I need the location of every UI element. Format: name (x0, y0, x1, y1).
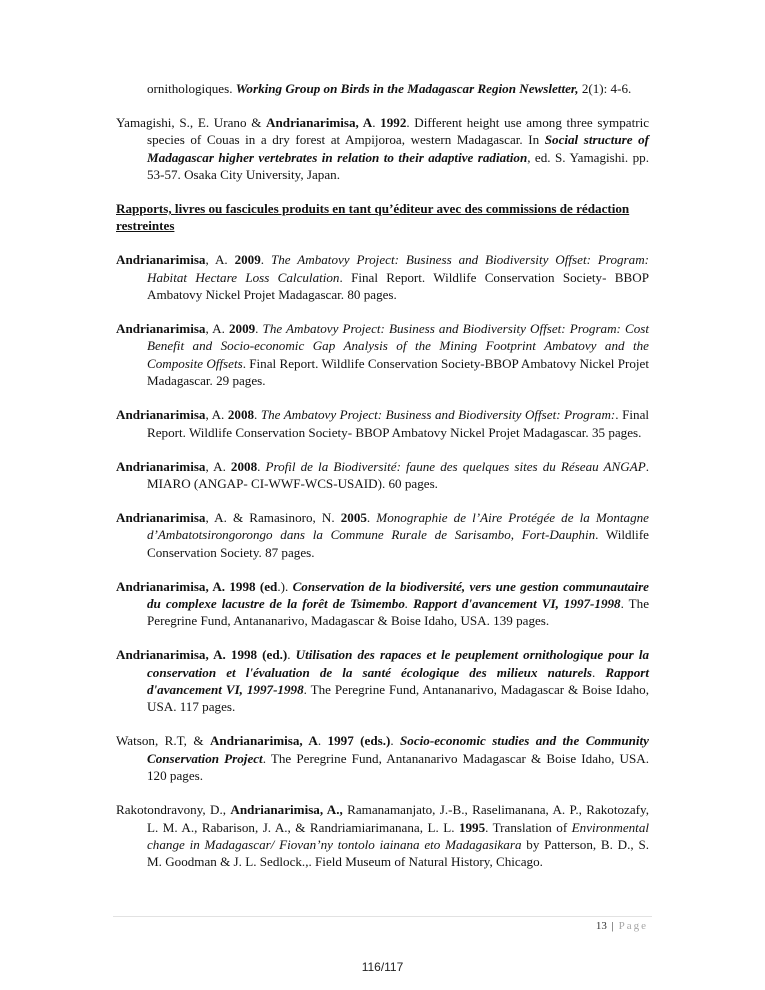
reference-text: . (257, 458, 266, 474)
reference-text: 1995 (458, 819, 486, 835)
reference-text: Andrianarimisa (116, 509, 206, 525)
reference-text: . Wildlife Conservation Society. 87 pages. (147, 527, 649, 560)
reference-text: Andrianarimisa (116, 252, 206, 268)
reference-text: , ed. S. Yamagishi. pp. 53-57. Osaka City University, Japan. (147, 149, 649, 183)
reference-text: .). (277, 578, 293, 594)
reference-text: Andrianarimisa (116, 458, 206, 474)
reference-text: Andrianarimisa, A., (230, 802, 343, 818)
reference-list (116, 251, 649, 870)
reference-text: . (255, 321, 263, 337)
reference-text: Andrianarimisa (116, 407, 206, 423)
page-label: Page (618, 920, 648, 932)
reference-text: , A. (205, 407, 228, 423)
reference-text: Andrianarimisa, A (266, 114, 373, 130)
reference-text: . (287, 647, 296, 663)
reference-entry (116, 509, 649, 561)
reference-text: Conservation de la biodiversité, vers une gestion communautaire du complexe lacustre de la forêt de Tsimembo (147, 578, 649, 611)
reference-entry (116, 251, 649, 303)
reference-text: Environmental change in Madagascar/ Fiovan’ny tontolo iainana eto Madagasikara (147, 819, 650, 852)
reference-text: , A. (205, 458, 231, 474)
reference-entry (116, 578, 649, 630)
reference-text: 2008 (230, 458, 258, 474)
page-separator: | (611, 920, 614, 932)
viewer-page-counter: 116/117 (361, 960, 404, 974)
reference-text: 2008 (227, 407, 255, 423)
reference-text: 1992 (380, 114, 407, 130)
reference-text: Rapport d'avancement VI, 1997-1998 (413, 595, 621, 611)
reference-text: Andrianarimisa, A. 1998 (ed (116, 578, 278, 594)
reference-text: ornithologiques. (147, 81, 236, 96)
reference-text: Ramanamanjato, J.-B., Raselimanana, A. P., Rakotozafy, L. M. A., Rabarison, J. A., & Randriamiarimanana, L. L. (147, 802, 649, 835)
reference-text: 2009 (234, 252, 261, 268)
reference-text: . (372, 114, 381, 130)
reference-text: . (390, 733, 401, 749)
reference-text: , A. & Ramasinoro, N. (205, 509, 341, 525)
reference-text: Rapport d'avancement VI, 1997-1998 (147, 664, 650, 698)
reference-text: . Final Report. Wildlife Conservation Society- BBOP Ambatovy Nickel Projet Madagascar. 80 pages. (147, 269, 649, 303)
reference-text: 2005 (340, 509, 367, 525)
reference-entry (116, 114, 649, 184)
reference-text: Monographie de l’Aire Protégée de la Montagne d’Ambatotsirongorongo dans la Commune Rurale de Sarisambo, Fort-Dauphin (147, 509, 649, 543)
reference-text: , A. (205, 252, 235, 268)
reference-text: . (404, 595, 414, 611)
reference-text: . Final Report. Wildlife Conservation Society- BBOP Ambatovy Nickel Projet Madagascar. 35 pages. (147, 407, 650, 440)
reference-text: Working Group on Birds in the Madagascar Region Newsletter, (235, 81, 579, 96)
reference-text: 2009 (228, 321, 256, 337)
reference-text: Andrianarimisa, A (209, 733, 318, 749)
section-heading: Rapports, livres ou fascicules produits en tant qu’éditeur avec des commissions de rédaction restreintes (116, 201, 630, 234)
reference-entry-continuation (116, 80, 649, 97)
reference-entry (116, 732, 649, 784)
reference-text: The Ambatovy Project: Business and Biodiversity Offset: Program: Cost Benefit and Socio-economic Gap Analysis of the Mining Footprint Ambatovy and the Composite Offsets (147, 321, 650, 371)
reference-text: Utilisation des rapaces et le peuplement ornithologique pour la conservation et l'évaluation de la santé écologique des milieux naturels (147, 647, 650, 680)
reference-text: . Different height use among three sympatric species of Couas in a dry forest at Ampijoroa, western Madagascar. In (147, 114, 650, 148)
reference-entry (116, 320, 649, 390)
reference-entry (116, 406, 649, 441)
page-footer (596, 920, 648, 932)
reference-text: 1997 (eds.) (327, 733, 391, 749)
reference-text: . Translation of (485, 819, 572, 835)
reference-text: Rakotondravony, D., (116, 802, 231, 818)
reference-text: Yamagishi, S., E. Urano & (116, 114, 267, 130)
reference-text: 2(1): 4-6. (578, 81, 632, 96)
reference-text: Social structure of Madagascar higher vertebrates in relation to their adaptive radiation (147, 132, 649, 165)
reference-entry (116, 801, 649, 871)
reference-text: . (254, 407, 261, 423)
document-body (116, 80, 649, 887)
reference-text: . The Peregrine Fund, Antananarivo, Madagascar & Boise Idaho, USA. 117 pages. (147, 682, 650, 715)
reference-text: , A. (205, 321, 229, 337)
reference-text: The Ambatovy Project: Business and Biodiversity Offset: Program: (260, 407, 616, 423)
reference-text: The Ambatovy Project: Business and Biodiversity Offset: Program: Habitat Hectare Loss Calculation (147, 252, 650, 285)
reference-text: . The Peregrine Fund, Antananarivo, Madagascar & Boise Idaho, USA. 139 pages. (147, 595, 650, 629)
reference-text: . The Peregrine Fund, Antananarivo Madagascar & Boise Idaho, USA. 120 pages. (147, 750, 649, 784)
page-number: 13 (595, 920, 607, 932)
reference-text: Andrianarimisa (116, 321, 206, 337)
reference-entry (116, 646, 649, 716)
reference-text: . (366, 509, 377, 525)
footer-divider (113, 916, 652, 917)
reference-text: . (260, 252, 271, 268)
reference-text: . (317, 733, 328, 749)
reference-text: by Patterson, B. D., S. M. Goodman & J. L. Sedlock.,. Field Museum of Natural History, Chicago. (147, 836, 650, 870)
reference-list-top (116, 80, 649, 184)
reference-entry (116, 458, 649, 493)
reference-text: Andrianarimisa, A. 1998 (ed.) (116, 647, 288, 663)
reference-text: . Final Report. Wildlife Conservation Society-BBOP Ambatovy Nickel Projet Madagascar. 29 pages. (147, 355, 649, 389)
reference-text: Profil de la Biodiversité: faune des quelques sites du Réseau ANGAP (265, 458, 646, 474)
reference-text: Socio-economic studies and the Community Conservation Project (147, 733, 649, 766)
reference-text: Watson, R.T, & (116, 733, 210, 749)
reference-text: . (592, 664, 606, 680)
reference-text: . MIARO (ANGAP- CI-WWF-WCS-USAID). 60 pages. (147, 458, 649, 491)
